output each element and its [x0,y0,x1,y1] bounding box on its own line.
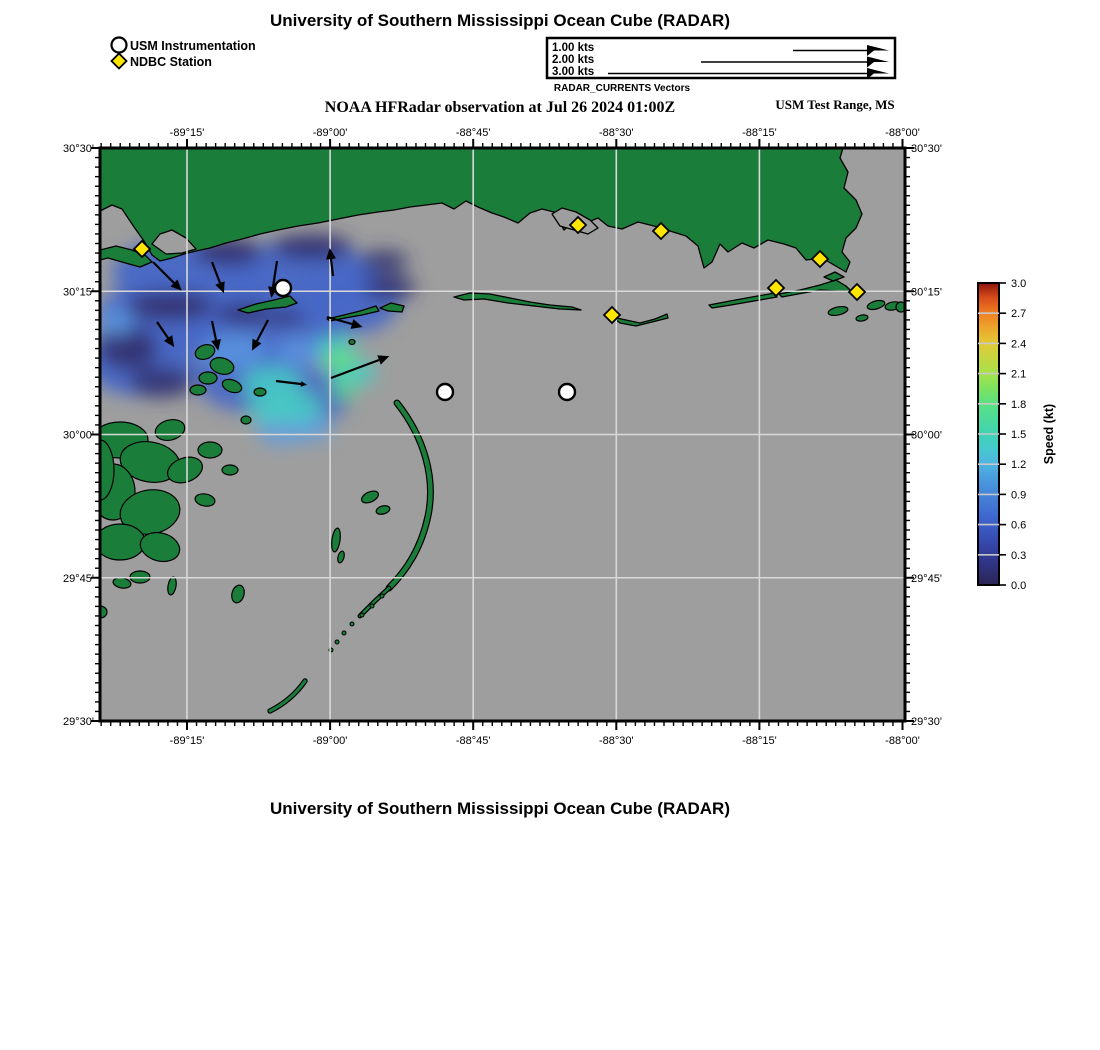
y-axis-label-left: 29°45' [63,572,94,585]
x-axis-label-bottom: -88°00' [885,735,920,747]
marsh-island [254,388,266,396]
x-axis-label-bottom: -88°30' [598,735,634,747]
marsh-island [241,416,251,424]
speed-blob [272,234,352,260]
marsh-island [349,340,355,345]
island-dot [360,613,364,617]
vector-scale-box [547,38,895,79]
x-axis-label-bottom: -88°45' [455,735,491,747]
scale-label-2kt: 2.00 kts [552,54,595,66]
y-axis-label-right: 30°15' [911,286,942,299]
y-axis-label-right: 29°30' [911,716,942,728]
test-range-label: USM Test Range, MS [775,97,895,112]
colorbar-tick-label: 1.5 [1011,429,1027,441]
island-dot [380,594,384,598]
y-axis-label-right: 30°00' [911,429,942,442]
ndbc-station-icon [112,54,127,69]
scale-label-3kt: 3.00 kts [552,66,595,78]
colorbar-tick-label: 1.8 [1011,398,1027,411]
x-axis-label-bottom: -88°15' [742,735,777,747]
x-axis-label-top: -88°45' [455,127,491,139]
island-dot [342,631,346,635]
usm-instrument-marker [559,384,575,400]
scale-box-frame [547,38,895,78]
marsh-island [199,372,217,384]
colorbar-tick-label: 0.0 [1011,580,1027,592]
usm-instrument-marker [437,384,453,400]
colorbar-tick-label: 2.7 [1011,308,1027,321]
y-axis-label-right: 30°30' [911,143,942,155]
colorbar-tick-label: 0.9 [1011,489,1027,502]
colorbar-tick-label: 2.1 [1011,368,1027,381]
colorbar-title: Speed (kt) [1042,403,1056,465]
usm-instrument-marker [275,280,291,296]
usm-instrumentation-icon [112,38,127,53]
speed-blob [130,366,194,398]
x-axis-label-top: -88°30' [598,127,634,139]
speed-blob [262,309,306,327]
legend-label-usm: USM Instrumentation [130,39,256,53]
y-axis-label-left: 30°30' [63,143,94,155]
map-plot-area [63,127,942,747]
marsh-island [222,465,238,475]
marsh-island [95,524,145,560]
colorbar-tick-label: 3.0 [1011,278,1027,290]
colorbar-tick-label: 0.6 [1011,519,1027,532]
vector-scale-caption: RADAR_CURRENTS Vectors [553,83,691,94]
x-axis-label-bottom: -89°00' [312,735,348,747]
island-dot [350,622,354,626]
legend-label-ndbc: NDBC Station [130,55,212,69]
marsh-island [190,385,206,395]
island-dot [370,604,374,608]
x-axis-label-top: -88°15' [742,127,777,139]
footer-title: University of Southern Mississippi Ocean Cube (RADAR) [269,799,730,818]
y-axis-label-left: 29°30' [63,716,94,728]
x-axis-label-top: -89°00' [312,127,348,139]
colorbar-tick-label: 1.2 [1011,459,1027,472]
x-axis-label-top: -89°15' [169,127,205,139]
y-axis-label-right: 29°45' [911,572,942,585]
scale-label-1kt: 1.00 kts [552,42,595,54]
speed-blob [322,349,356,371]
speed-blob [360,250,408,272]
colorbar-tick-label: 2.4 [1011,338,1027,351]
map-legend [112,38,256,70]
y-axis-label-left: 30°15' [63,286,94,299]
speed-blob [101,308,133,336]
speed-blob [364,274,416,300]
colorbar [978,278,1056,592]
x-axis-label-bottom: -89°15' [169,735,205,747]
marsh-island [198,442,222,458]
speed-blob [331,381,357,399]
y-axis-label-left: 30°00' [63,429,94,442]
speed-blob [126,291,214,321]
x-axis-label-top: -88°00' [885,127,920,139]
page-title: University of Southern Mississippi Ocean Cube (RADAR) [269,11,730,30]
colorbar-tick-label: 0.3 [1011,549,1027,562]
observation-subtitle: NOAA HFRadar observation at Jul 26 2024 01:00Z [324,99,676,116]
island-dot [335,640,339,644]
speed-blob [248,396,288,424]
